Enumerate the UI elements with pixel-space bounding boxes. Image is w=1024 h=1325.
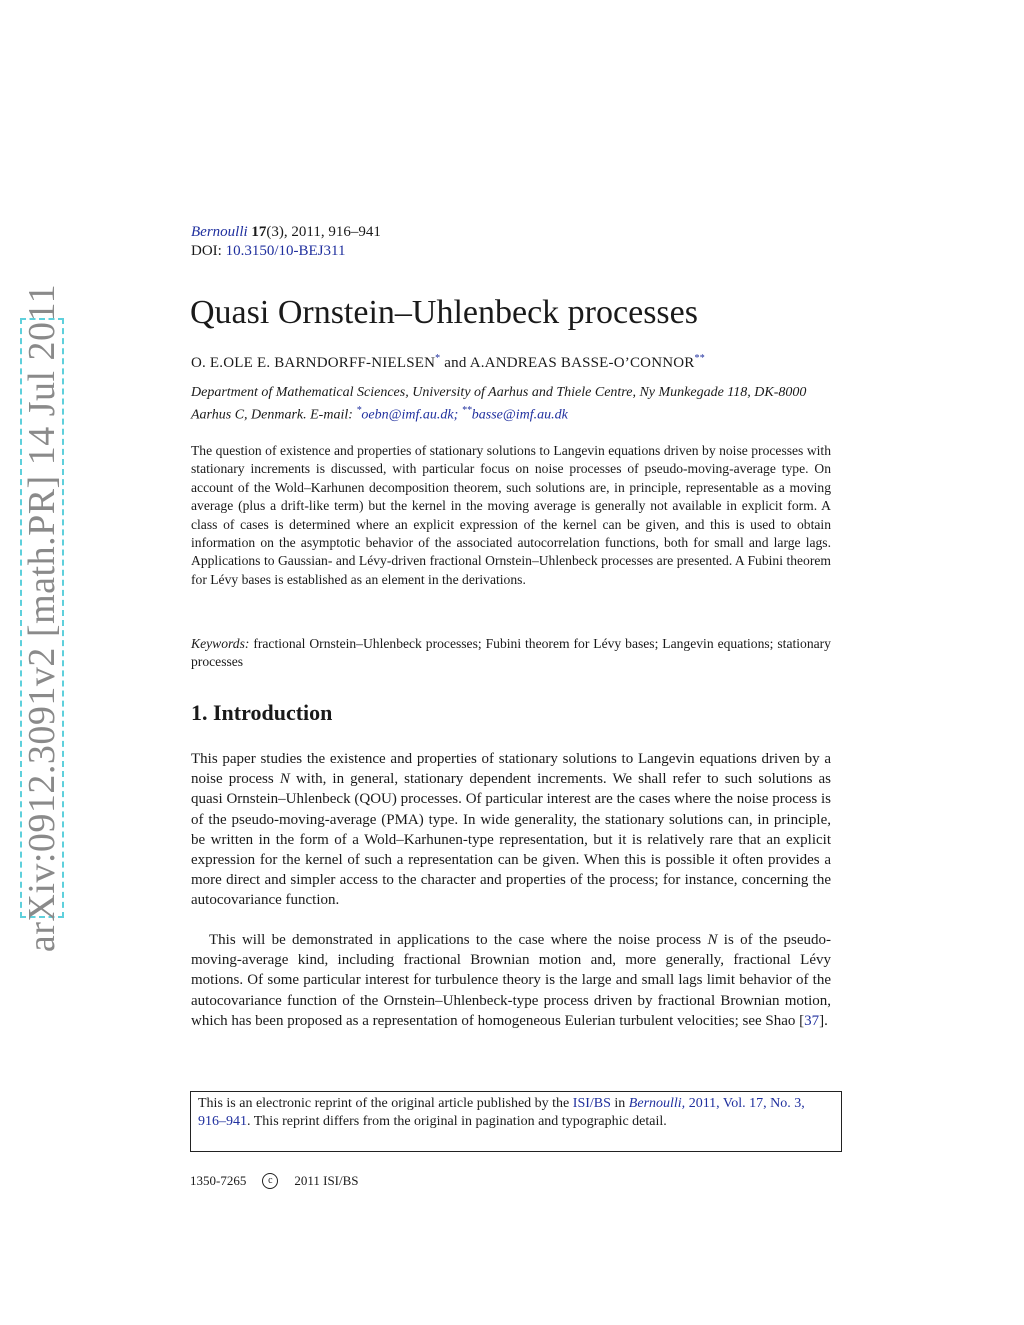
noise-variable: N <box>707 932 718 948</box>
publisher-link[interactable]: ISI/BS <box>572 1096 611 1111</box>
section-number: 1. <box>191 700 208 725</box>
intro-p2-text-c: ]. <box>819 1012 828 1029</box>
author-2-mark[interactable]: ** <box>694 353 705 364</box>
intro-paragraph-2 <box>191 930 831 1031</box>
author-line <box>191 353 705 372</box>
intro-p2-text-a: This will be demonstrated in applications to the case where the noise process <box>209 932 702 948</box>
email-1-mark: * <box>356 405 362 416</box>
author-conjunction: and <box>444 355 467 371</box>
footer <box>190 1173 359 1189</box>
email-1-link[interactable]: oebn@imf.au.dk; <box>361 407 459 423</box>
affiliation <box>191 384 831 425</box>
intro-p1-text-b: with, in general, stationary dependent increments. We shall refer to such solutions as quasi Ornstein–Uhlenbeck (QOU) processes. Of particular interest are the cases where the noise process is of the pseudo-moving-average (PMA) type. In wide generality, the stationary solutions can, in principle, be written in the form of a Wold–Karhunen-type representation, but it is relatively rare that an explicit expression for the kernel of such a representation can be given. When this is possible it often provides a more direct and simpler access to the character and properties of the process; for instance, concerning the autocovariance function. <box>191 771 832 909</box>
author-2: A.ANDREAS BASSE-O’CONNOR <box>469 355 695 371</box>
author-1: O. E.OLE E. BARNDORFF-NIELSEN <box>191 355 436 371</box>
arxiv-stamp: arXiv:0912.3091v2 [math.PR] 14 Jul 2011 <box>21 283 63 953</box>
email-2-link[interactable]: basse@imf.au.dk <box>471 407 568 423</box>
journal-link[interactable]: Bernoulli <box>191 224 248 240</box>
citation-link[interactable]: 37 <box>804 1012 820 1029</box>
doi-line <box>191 243 345 260</box>
reprint-notice <box>190 1091 842 1152</box>
journal-issue-pages: (3), 2011, 916–941 <box>266 224 381 240</box>
section-heading <box>191 700 332 726</box>
keywords <box>191 635 831 672</box>
keywords-text: fractional Ornstein–Uhlenbeck processes; Fubini theorem for Lévy bases; Langevin equations; stationary processes <box>191 636 831 670</box>
author-1-mark[interactable]: * <box>435 353 441 364</box>
reprint-text-b: in <box>614 1096 626 1111</box>
journal-reference <box>191 224 381 241</box>
noise-variable: N <box>279 771 290 788</box>
doi-label: DOI: <box>191 243 222 259</box>
affiliation-text: Department of Mathematical Sciences, University of Aarhus and Thiele Centre, Ny Munkegade 118, DK-8000 Aarhus C, Denmark. E-mail: <box>191 385 807 423</box>
keywords-label: Keywords: <box>191 636 250 651</box>
journal-link[interactable]: Bernoulli, <box>628 1096 686 1111</box>
doi-link[interactable]: 10.3150/10-BEJ311 <box>225 243 346 259</box>
copyright-icon: c <box>262 1173 278 1189</box>
reprint-text-a: This is an electronic reprint of the original article published by the <box>198 1096 570 1111</box>
article-link[interactable]: 2011, Vol. 17, No. 3, 916–941 <box>198 1096 805 1130</box>
reprint-text-c: . This reprint differs from the original in pagination and typographic detail. <box>247 1114 667 1130</box>
paper-title: Quasi Ornstein–Uhlenbeck processes <box>190 294 698 331</box>
section-title: Introduction <box>213 700 333 725</box>
intro-p2-text-b: is of the pseudo-moving-average kind, including fractional Brownian motion and, more generally, fractional Lévy motions. Of some particular interest for turbulence theory is the large and small lags limit behavior of the autocovariance function of the Ornstein–Uhlenbeck-type process driven by fractional Brownian motion, which has been proposed as a representation of homogeneous Eulerian turbulent velocities; see Shao [ <box>191 932 832 1029</box>
intro-paragraph-1 <box>191 749 831 911</box>
issn: 1350-7265 <box>190 1173 247 1188</box>
journal-volume: 17 <box>251 224 267 240</box>
email-2-mark: ** <box>461 405 472 416</box>
intro-p1-text-a: This paper studies the existence and properties of stationary solutions to Langevin equations driven by a noise process <box>191 751 831 788</box>
abstract: The question of existence and properties of stationary solutions to Langevin equations driven by noise processes with stationary increments is discussed, with particular focus on noise processes of pseudo-moving-average type. On account of the Wold–Karhunen decomposition theorem, such solutions are, in principle, representable as a moving average (plus a drift-like term) but the kernel in the moving average is generally not available in explicit form. A class of cases is determined where an explicit expression of the kernel can be given, and this is used to obtain information on the asymptotic behavior of the associated autocorrelation functions, both for small and large lags. Applications to Gaussian- and Lévy-driven fractional Ornstein–Uhlenbeck processes are presented. A Fubini theorem for Lévy bases is established as an element in the derivations. <box>191 443 831 587</box>
copyright-text: 2011 ISI/BS <box>294 1173 359 1188</box>
